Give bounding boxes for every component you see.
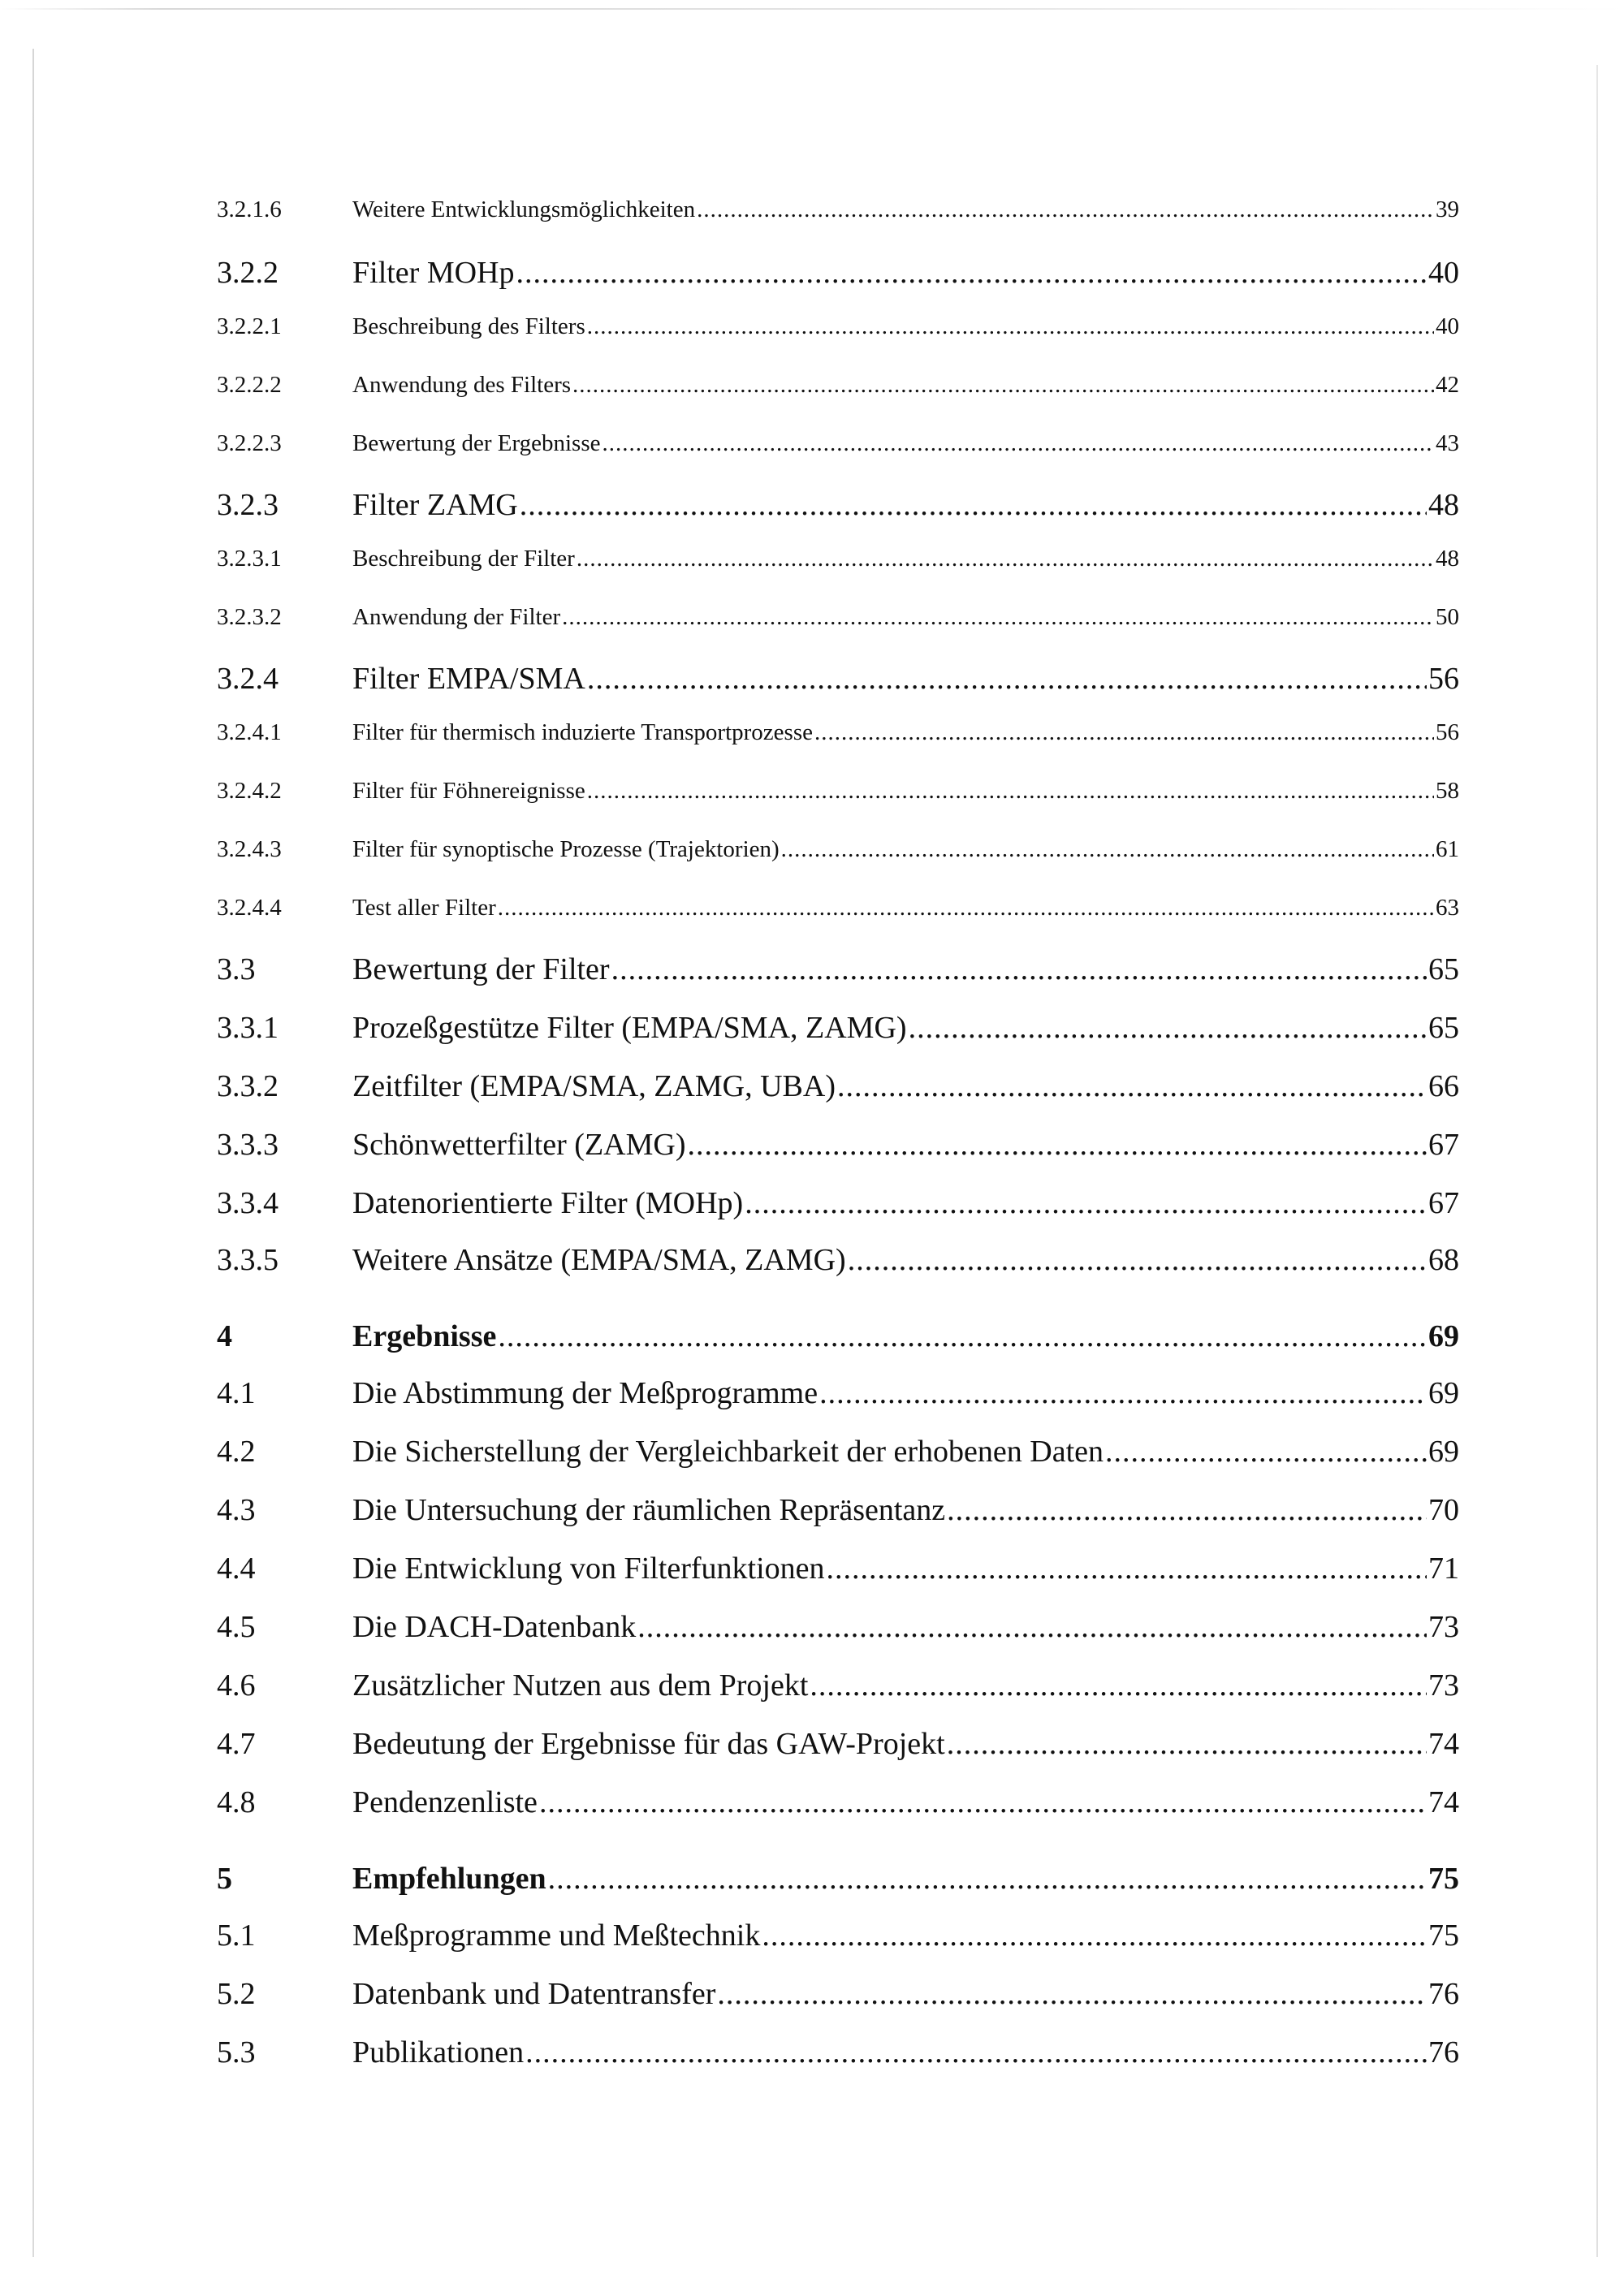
toc-entry-page: 69 bbox=[1428, 1319, 1459, 1353]
toc-entry-title: Bewertung der Filter bbox=[352, 952, 610, 986]
toc-entry-title: Datenbank und Datentransfer bbox=[352, 1977, 716, 2011]
toc-entry-page: 48 bbox=[1436, 546, 1459, 572]
toc-entry-number: 5 bbox=[217, 1862, 232, 1896]
toc-leader-dots bbox=[525, 2035, 1427, 2070]
toc-leader-dots bbox=[572, 372, 1434, 399]
toc-entry-title: Schönwetterfilter (ZAMG) bbox=[352, 1128, 686, 1162]
toc-entry-title: Beschreibung der Filter bbox=[352, 546, 575, 572]
toc-entry-title: Ergebnisse bbox=[352, 1319, 497, 1353]
toc-entry bbox=[217, 1668, 1459, 1703]
toc-leader-dots bbox=[697, 196, 1434, 223]
toc-entry-number: 4.1 bbox=[217, 1376, 256, 1410]
toc-entry-page: 67 bbox=[1428, 1186, 1459, 1220]
toc-entry-page: 74 bbox=[1428, 1727, 1459, 1761]
toc-entry-title: Zeitfilter (EMPA/SMA, ZAMG, UBA) bbox=[352, 1069, 836, 1103]
toc-leader-dots bbox=[1105, 1434, 1427, 1470]
toc-entry-title: Die Untersuchung der räumlichen Repräsentanz bbox=[352, 1493, 946, 1527]
toc-entry bbox=[217, 604, 1459, 631]
toc-entry-number: 3.2.2.1 bbox=[217, 313, 282, 339]
toc-entry bbox=[217, 778, 1459, 805]
toc-leader-dots bbox=[947, 1726, 1427, 1762]
toc-leader-dots bbox=[520, 487, 1427, 523]
toc-entry bbox=[217, 1918, 1459, 1953]
toc-leader-dots bbox=[548, 1861, 1427, 1897]
toc-entry bbox=[217, 1375, 1459, 1411]
toc-entry-number: 3.3.2 bbox=[217, 1069, 279, 1103]
toc-leader-dots bbox=[498, 895, 1434, 921]
toc-entry-title: Bedeutung der Ergebnisse für das GAW-Projekt bbox=[352, 1727, 945, 1761]
toc-entry-number: 3.3.4 bbox=[217, 1186, 279, 1220]
toc-leader-dots bbox=[837, 1068, 1427, 1104]
toc-entry-page: 63 bbox=[1436, 895, 1459, 921]
toc-entry-page: 39 bbox=[1436, 196, 1459, 222]
toc-entry-page: 58 bbox=[1436, 778, 1459, 804]
toc-entry-number: 3.2.1.6 bbox=[217, 196, 282, 222]
toc-entry-page: 69 bbox=[1428, 1376, 1459, 1410]
toc-entry-page: 40 bbox=[1436, 313, 1459, 339]
toc-entry-number: 3.2.2.2 bbox=[217, 372, 282, 398]
toc-entry-title: Die Entwicklung von Filterfunktionen bbox=[352, 1552, 825, 1586]
toc-entry-page: 70 bbox=[1428, 1493, 1459, 1527]
toc-leader-dots bbox=[562, 604, 1434, 631]
toc-leader-dots bbox=[577, 546, 1434, 572]
toc-entry bbox=[217, 1242, 1459, 1278]
toc-entry-title: Test aller Filter bbox=[352, 895, 496, 921]
toc-entry bbox=[217, 719, 1459, 746]
toc-entry bbox=[217, 1068, 1459, 1104]
toc-leader-dots bbox=[539, 1785, 1427, 1820]
toc-entry bbox=[217, 372, 1459, 399]
toc-entry-title: Beschreibung des Filters bbox=[352, 313, 585, 339]
toc-entry-title: Die DACH-Datenbank bbox=[352, 1610, 637, 1644]
toc-entry-page: 75 bbox=[1428, 1862, 1459, 1896]
toc-entry-number: 3.2.4.1 bbox=[217, 719, 282, 745]
toc-leader-dots bbox=[611, 952, 1427, 987]
toc-entry bbox=[217, 1492, 1459, 1528]
toc-entry-title: Die Abstimmung der Meßprogramme bbox=[352, 1376, 818, 1410]
toc-entry-page: 61 bbox=[1436, 836, 1459, 862]
toc-entry bbox=[217, 1785, 1459, 1820]
toc-entry-number: 3.2.3 bbox=[217, 488, 279, 522]
toc-entry-page: 65 bbox=[1428, 952, 1459, 986]
toc-entry bbox=[217, 1551, 1459, 1586]
toc-entry-title: Anwendung des Filters bbox=[352, 372, 572, 398]
toc-entry-title: Filter ZAMG bbox=[352, 488, 518, 522]
toc-leader-dots bbox=[781, 836, 1434, 863]
toc-entry-title: Filter MOHp bbox=[352, 256, 515, 290]
toc-entry-number: 5.2 bbox=[217, 1977, 256, 2011]
toc-entry-page: 56 bbox=[1436, 719, 1459, 745]
toc-leader-dots bbox=[827, 1551, 1427, 1586]
toc-leader-dots bbox=[498, 1318, 1427, 1354]
toc-entry-page: 68 bbox=[1428, 1243, 1459, 1277]
toc-entry-number: 3.3.1 bbox=[217, 1011, 279, 1045]
toc-leader-dots bbox=[848, 1242, 1427, 1278]
toc-leader-dots bbox=[717, 1976, 1427, 2012]
toc-entry-number: 4.8 bbox=[217, 1785, 256, 1819]
toc-entry bbox=[217, 1127, 1459, 1163]
toc-entry-page: 56 bbox=[1428, 662, 1459, 696]
toc-entry bbox=[217, 836, 1459, 863]
toc-entry-number: 4.5 bbox=[217, 1610, 256, 1644]
toc-entry bbox=[217, 487, 1459, 523]
toc-entry-number: 3.2.3.1 bbox=[217, 546, 282, 572]
toc-entry-title: Datenorientierte Filter (MOHp) bbox=[352, 1186, 744, 1220]
toc-entry-title: Meßprogramme und Meßtechnik bbox=[352, 1918, 761, 1953]
toc-entry-title: Die Sicherstellung der Vergleichbarkeit der erhobenen Daten bbox=[352, 1435, 1104, 1469]
toc-entry bbox=[217, 2035, 1459, 2070]
toc-entry-number: 5.3 bbox=[217, 2035, 256, 2069]
toc-entry-number: 3.2.2.3 bbox=[217, 430, 282, 456]
toc-entry bbox=[217, 1185, 1459, 1221]
toc-leader-dots bbox=[637, 1609, 1427, 1645]
toc-entry-page: 74 bbox=[1428, 1785, 1459, 1819]
toc-leader-dots bbox=[762, 1918, 1427, 1953]
toc-entry-page: 43 bbox=[1436, 430, 1459, 456]
toc-entry-title: Anwendung der Filter bbox=[352, 604, 561, 630]
toc-entry-number: 4.4 bbox=[217, 1552, 256, 1586]
toc-entry bbox=[217, 1609, 1459, 1645]
toc-entry-title: Filter für synoptische Prozesse (Trajektorien) bbox=[352, 836, 780, 862]
toc-entry-page: 40 bbox=[1428, 256, 1459, 290]
toc-entry-page: 71 bbox=[1428, 1552, 1459, 1586]
toc-entry bbox=[217, 661, 1459, 697]
toc-entry bbox=[217, 952, 1459, 987]
toc-entry-title: Zusätzlicher Nutzen aus dem Projekt bbox=[352, 1668, 809, 1703]
toc-entry-title: Publikationen bbox=[352, 2035, 525, 2069]
toc-leader-dots bbox=[819, 1375, 1427, 1411]
toc-entry bbox=[217, 1434, 1459, 1470]
toc-entry bbox=[217, 313, 1459, 340]
toc-entry bbox=[217, 1010, 1459, 1046]
toc-entry bbox=[217, 1976, 1459, 2012]
toc-entry bbox=[217, 196, 1459, 223]
toc-entry-number: 4.6 bbox=[217, 1668, 256, 1703]
toc-leader-dots bbox=[516, 255, 1427, 291]
toc-entry-page: 76 bbox=[1428, 1977, 1459, 2011]
toc-entry-number: 4.3 bbox=[217, 1493, 256, 1527]
toc-entry-title: Filter für thermisch induzierte Transportprozesse bbox=[352, 719, 813, 745]
toc-entry-title: Pendenzenliste bbox=[352, 1785, 538, 1819]
toc-leader-dots bbox=[909, 1010, 1427, 1046]
toc-entry bbox=[217, 895, 1459, 921]
toc-entry-number: 3.2.4.3 bbox=[217, 836, 282, 862]
toc-entry-page: 73 bbox=[1428, 1610, 1459, 1644]
toc-entry-number: 5.1 bbox=[217, 1918, 256, 1953]
toc-entry-number: 3.2.3.2 bbox=[217, 604, 282, 630]
toc-entry-page: 42 bbox=[1436, 372, 1459, 398]
toc-entry-number: 3.2.4 bbox=[217, 662, 279, 696]
toc-entry bbox=[217, 430, 1459, 457]
toc-entry bbox=[217, 1861, 1459, 1897]
toc-entry-page: 69 bbox=[1428, 1435, 1459, 1469]
toc-entry-title: Filter für Föhnereignisse bbox=[352, 778, 585, 804]
toc-entry-title: Weitere Ansätze (EMPA/SMA, ZAMG) bbox=[352, 1243, 846, 1277]
toc-entry-number: 3.3 bbox=[217, 952, 256, 986]
toc-leader-dots bbox=[587, 313, 1434, 340]
toc-entry-page: 66 bbox=[1428, 1069, 1459, 1103]
toc-entry-page: 65 bbox=[1428, 1011, 1459, 1045]
toc-leader-dots bbox=[814, 719, 1434, 746]
toc-entry-page: 48 bbox=[1428, 488, 1459, 522]
toc-entry-number: 3.3.3 bbox=[217, 1128, 279, 1162]
toc-entry-title: Bewertung der Ergebnisse bbox=[352, 430, 601, 456]
toc-leader-dots bbox=[810, 1668, 1427, 1703]
toc-entry-number: 4.2 bbox=[217, 1435, 256, 1469]
toc-entry-title: Empfehlungen bbox=[352, 1862, 546, 1896]
toc-entry-title: Weitere Entwicklungsmöglichkeiten bbox=[352, 196, 696, 222]
toc-entry bbox=[217, 546, 1459, 572]
toc-entry-number: 3.2.4.2 bbox=[217, 778, 282, 804]
toc-entry-number: 3.2.4.4 bbox=[217, 895, 282, 921]
toc-entry-page: 73 bbox=[1428, 1668, 1459, 1703]
toc-entry-title: Prozeßgestütze Filter (EMPA/SMA, ZAMG) bbox=[352, 1011, 907, 1045]
toc-entry-title: Filter EMPA/SMA bbox=[352, 662, 585, 696]
toc-leader-dots bbox=[947, 1492, 1427, 1528]
toc-entry-number: 3.3.5 bbox=[217, 1243, 279, 1277]
toc-leader-dots bbox=[587, 661, 1427, 697]
toc-leader-dots bbox=[603, 430, 1435, 457]
toc-entry-page: 76 bbox=[1428, 2035, 1459, 2069]
toc-leader-dots bbox=[745, 1185, 1427, 1221]
toc-entry bbox=[217, 1318, 1459, 1354]
toc-entry bbox=[217, 1726, 1459, 1762]
toc-entry bbox=[217, 255, 1459, 291]
toc-entry-number: 4.7 bbox=[217, 1727, 256, 1761]
toc-entry-page: 67 bbox=[1428, 1128, 1459, 1162]
toc-entry-page: 75 bbox=[1428, 1918, 1459, 1953]
toc-leader-dots bbox=[587, 778, 1434, 805]
toc-entry-page: 50 bbox=[1436, 604, 1459, 630]
toc-leader-dots bbox=[688, 1127, 1427, 1163]
toc-entry-number: 4 bbox=[217, 1319, 232, 1353]
toc-entry-number: 3.2.2 bbox=[217, 256, 279, 290]
